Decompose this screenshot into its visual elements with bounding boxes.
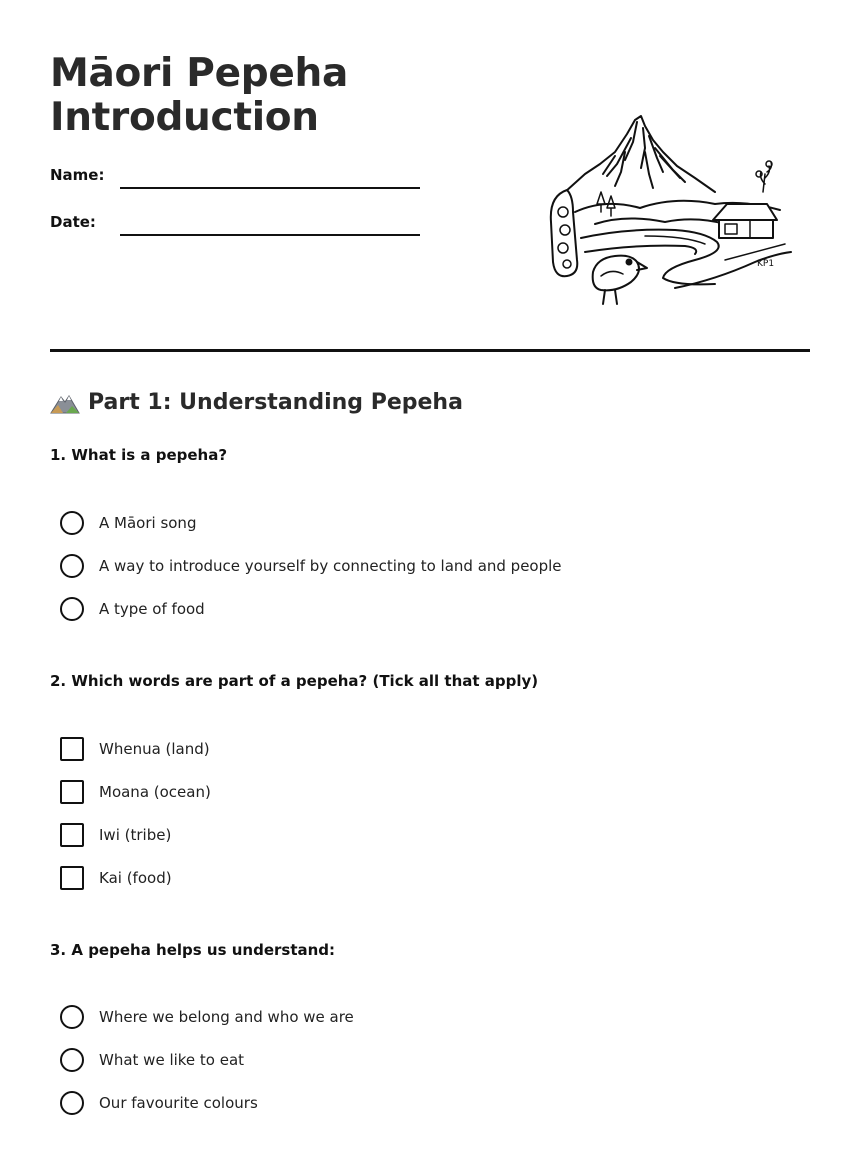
option-label: Iwi (tribe) [99,826,172,844]
radio-button[interactable] [60,1005,84,1029]
mountain-icon [50,391,80,415]
q1-option[interactable] [60,554,562,578]
date-label: Date: [50,213,96,231]
checkbox[interactable] [60,737,84,761]
name-label: Name: [50,166,105,184]
q3-option[interactable] [60,1048,244,1072]
date-field[interactable] [120,234,420,236]
q3-option[interactable] [60,1005,354,1029]
checkbox[interactable] [60,866,84,890]
radio-button[interactable] [60,1091,84,1115]
option-label: Our favourite colours [99,1094,258,1112]
option-label: A Māori song [99,514,197,532]
checkbox[interactable] [60,823,84,847]
radio-button[interactable] [60,554,84,578]
q1-option[interactable] [60,597,205,621]
title-line-2: Introduction [50,95,319,140]
section-heading-part1 [50,390,463,415]
radio-button[interactable] [60,1048,84,1072]
q2-option[interactable] [60,866,172,890]
option-label: A way to introduce yourself by connecting to land and people [99,557,562,575]
q3-option[interactable] [60,1091,258,1115]
page-title [50,52,348,140]
radio-button[interactable] [60,597,84,621]
checkbox[interactable] [60,780,84,804]
option-label: Moana (ocean) [99,783,211,801]
option-label: A type of food [99,600,205,618]
q2-option[interactable] [60,780,211,804]
question-1: 1. What is a pepeha? [50,446,228,464]
question-2: 2. Which words are part of a pepeha? (Tick all that apply) [50,672,539,690]
name-field[interactable] [120,187,420,189]
question-3: 3. A pepeha helps us understand: [50,941,336,959]
radio-button[interactable] [60,511,84,535]
section-heading-text: Part 1: Understanding Pepeha [88,390,463,415]
option-label: Whenua (land) [99,740,210,758]
option-label: Where we belong and who we are [99,1008,354,1026]
section-divider [50,349,810,352]
landscape-illustration [545,112,795,312]
option-label: What we like to eat [99,1051,245,1069]
q2-option[interactable] [60,737,210,761]
option-label: Kai (food) [99,869,172,887]
title-line-1: Māori Pepeha [50,51,348,96]
illustration-signature: KP1 [757,259,775,269]
q1-option[interactable] [60,511,196,535]
q2-option[interactable] [60,823,171,847]
